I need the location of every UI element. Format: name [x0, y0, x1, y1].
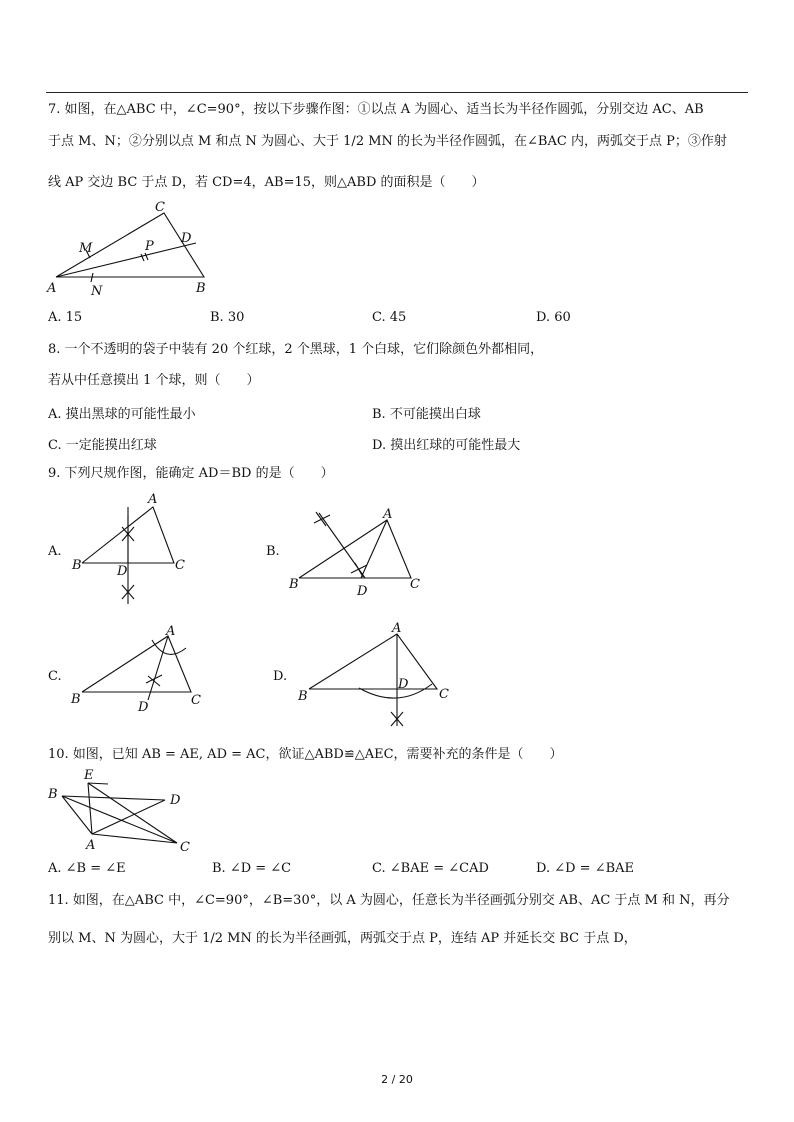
- q9-option-b-letter: B.: [266, 544, 280, 559]
- q9b-label-b: B: [289, 577, 299, 592]
- q9d-label-b: B: [298, 689, 308, 704]
- q10-option-a: A. ∠B = ∠E: [48, 861, 126, 876]
- q9a-label-c: C: [175, 558, 185, 573]
- q10-segment-ad: [92, 800, 165, 834]
- q10-segment-e-top: [88, 783, 108, 784]
- q7-label-d: D: [181, 231, 192, 246]
- q9a-label-a: A: [148, 492, 158, 507]
- q8-option-d: D. 摸出红球的可能性最大: [372, 438, 521, 453]
- q9c-label-d: D: [138, 700, 149, 715]
- q9d-label-c: C: [439, 687, 449, 702]
- q10-line-1: 10. 如图，已知 AB = AE, AD = AC，欲证△ABD≌△AEC，需要补充的条件是（ ）: [48, 747, 563, 762]
- q7-label-m: M: [79, 241, 93, 256]
- q7-label-c: C: [155, 200, 165, 215]
- q7-option-a: A. 15: [48, 310, 83, 325]
- q10-option-b: B. ∠D = ∠C: [212, 861, 292, 876]
- q7-option-c: C. 45: [372, 310, 407, 325]
- q8-option-c: C. 一定能摸出红球: [48, 438, 157, 453]
- q9a-label-d: D: [117, 564, 128, 579]
- q9d-label-a: A: [392, 621, 402, 636]
- q7-option-d: D. 60: [536, 310, 571, 325]
- q10-label-b: B: [48, 787, 58, 802]
- q10-option-c: C. ∠BAE = ∠CAD: [372, 861, 489, 876]
- q9a-label-b: B: [72, 558, 82, 573]
- q9b-label-c: C: [410, 577, 420, 592]
- q9c-label-b: B: [71, 692, 81, 707]
- q7-label-b: B: [196, 281, 206, 296]
- q9-option-c-letter: C.: [48, 669, 62, 684]
- q10-segment-bd: [62, 796, 165, 800]
- q9b-label-d: D: [357, 584, 368, 599]
- q8-option-b: B. 不可能摸出白球: [372, 407, 481, 422]
- q9-line-1: 9. 下列尺规作图，能确定 AD＝BD 的是（ ）: [48, 466, 334, 481]
- q11-line-1: 11. 如图，在△ABC 中，∠C=90°，∠B=30°，以 A 为圆心，任意长为半径画弧分别交 AB、AC 于点 M 和 N，再分: [48, 893, 730, 908]
- q10-segment-ec: [88, 783, 177, 843]
- q8-line-1: 8. 一个不透明的袋子中装有 20 个红球，2 个黑球，1 个白球，它们除颜色外都相同，: [48, 342, 544, 357]
- q9-option-a-letter: A.: [48, 544, 62, 559]
- q8-option-a: A. 摸出黑球的可能性最小: [48, 407, 196, 422]
- q7-label-n: N: [91, 284, 103, 299]
- q10-label-e: E: [84, 768, 94, 783]
- q7-label-a: A: [47, 281, 57, 296]
- page-number: 2 / 20: [381, 1073, 413, 1086]
- q10-option-d: D. ∠D = ∠BAE: [536, 861, 635, 876]
- q10-segment-ac: [92, 834, 177, 843]
- q7-option-b: B. 30: [210, 310, 245, 325]
- q11-line-2: 别以 M、N 为圆心，大于 1/2 MN 的长为半径画弧，两弧交于点 P，连结 AP 并延长交 BC 于点 D，: [48, 931, 637, 946]
- q7-line-2: 于点 M、N；②分别以点 M 和点 N 为圆心、大于 1/2 MN 的长为半径作圆弧，在∠BAC 内，两弧交于点 P；③作射: [48, 134, 727, 149]
- q7-line-1: 7. 如图，在△ABC 中，∠C=90°，按以下步骤作图：①以点 A 为圆心、适当长为半径作圆弧，分别交边 AC、AB: [48, 102, 704, 117]
- q10-label-a: A: [86, 838, 96, 853]
- q7-line-3: 线 AP 交边 BC 于点 D，若 CD=4，AB=15，则△ABD 的面积是（ ）: [48, 175, 485, 190]
- q9c-label-c: C: [191, 693, 201, 708]
- q10-label-d: D: [170, 793, 181, 808]
- q9c-label-a: A: [166, 624, 176, 639]
- q9d-label-d: D: [398, 677, 409, 692]
- q10-label-c: C: [180, 840, 190, 855]
- q9-option-d-letter: D.: [273, 669, 288, 684]
- q8-line-2: 若从中任意摸出 1 个球，则（ ）: [48, 373, 260, 388]
- q9b-label-a: A: [383, 507, 393, 522]
- q7-label-p: P: [145, 239, 154, 254]
